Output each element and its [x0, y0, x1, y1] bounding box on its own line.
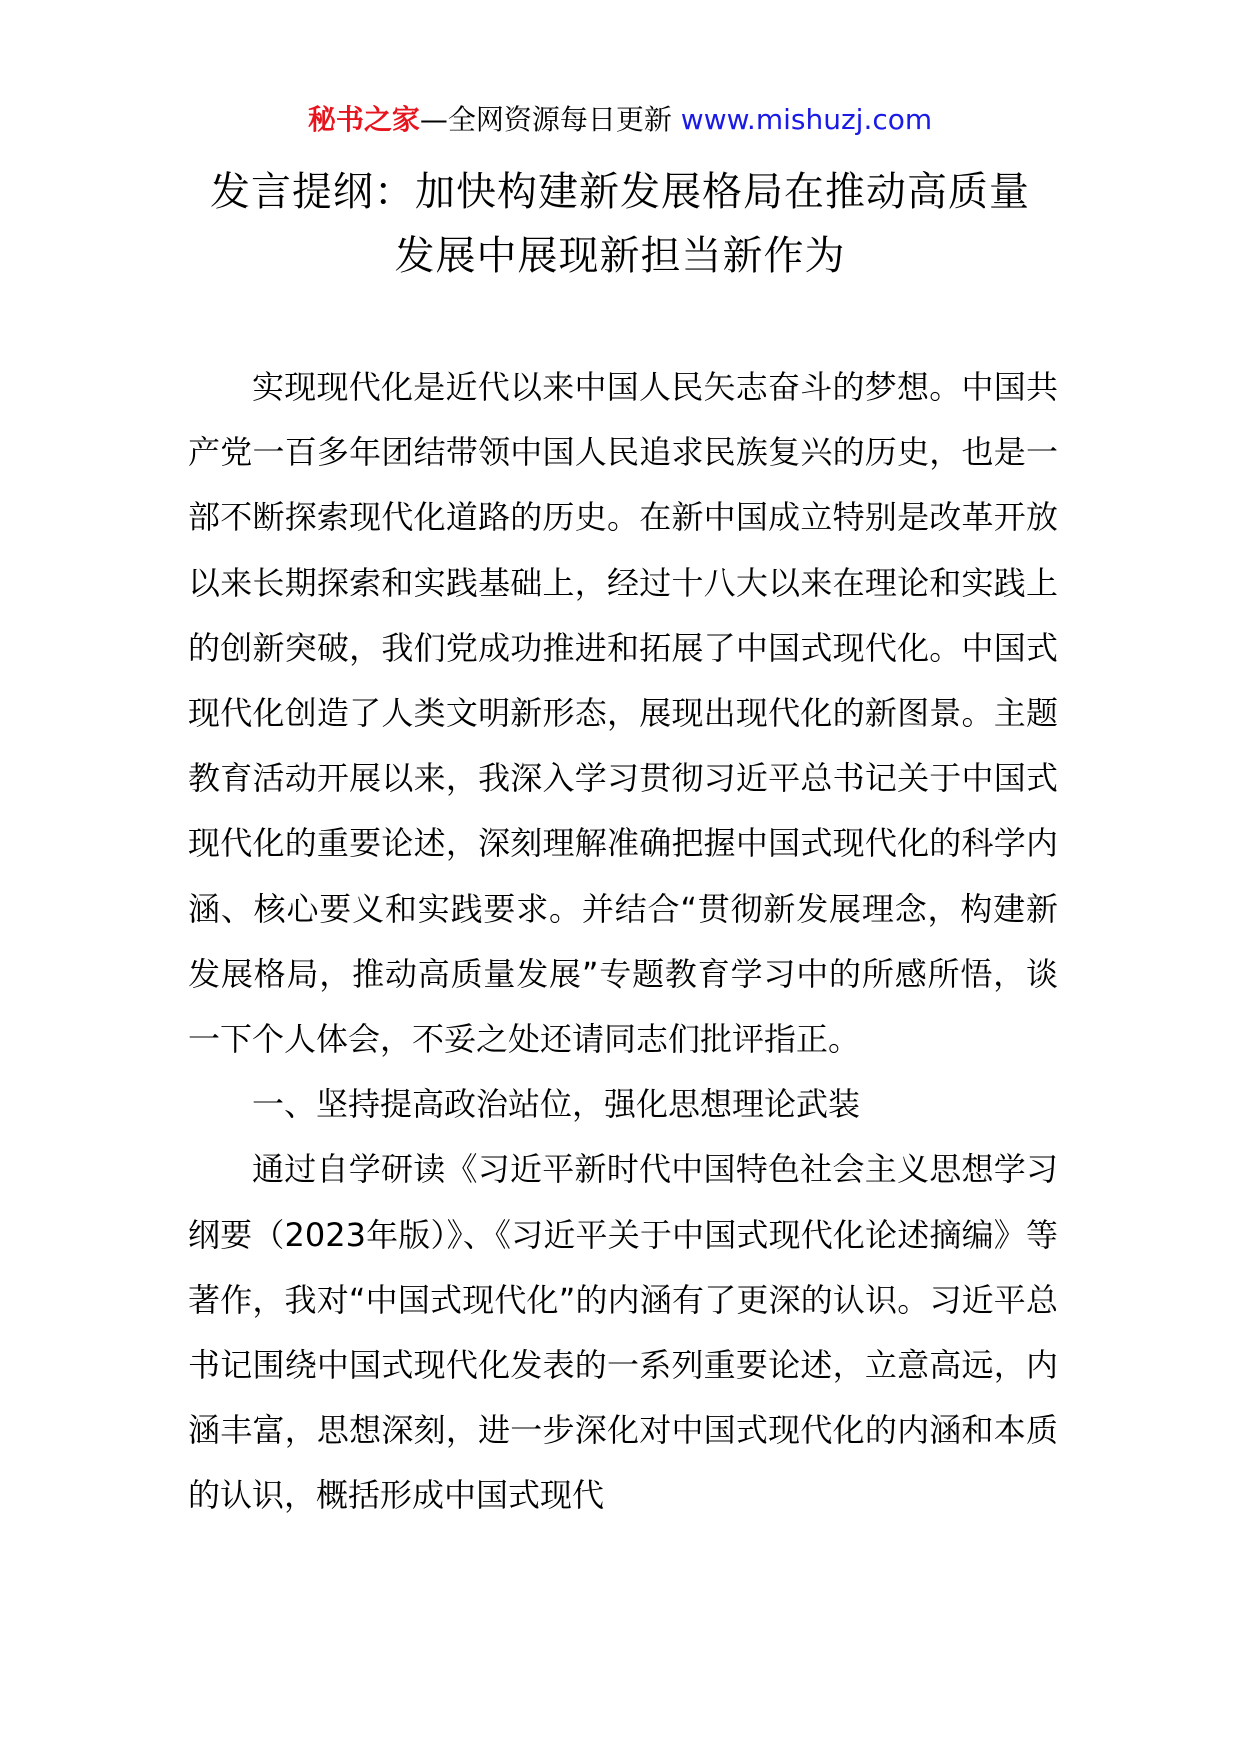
site-header: [0, 100, 1240, 140]
document-title: [150, 160, 1090, 288]
body-paragraph-section-1: 通过自学研读《习近平新时代中国特色社会主义思想学习纲要（2023年版）》、《习近平关于中国式现代化论述摘编》等著作，我对“中国式现代化”的内涵有了更深的认识。习近平总书记围绕中国式现代化发表的一系列重要论述，立意高远，内涵丰富，思想深刻，进一步深化对中国式现代化的内涵和本质的认识，概括形成中国式现代: [188, 1150, 1058, 1515]
site-name: 秘书之家: [307, 103, 420, 136]
body-paragraph-intro: 实现现代化是近代以来中国人民矢志奋斗的梦想。中国共产党一百多年团结带领中国人民追求民族复兴的历史，也是一部不断探索现代化道路的历史。在新中国成立特别是改革开放以来长期探索和实践基础上，经过十八大以来在理论和实践上的创新突破，我们党成功推进和拓展了中国式现代化。中国式现代化创造了人类文明新形态，展现出现代化的新图景。主题教育活动开展以来，我深入学习贯彻习近平总书记关于中国式现代化的重要论述，深刻理解准确把握中国式现代化的科学内涵、核心要义和实践要求。并结合“贯彻新发展理念，构建新发展格局，推动高质量发展”专题教育学习中的所感所悟，谈一下个人体会，不妥之处还请同志们批评指正。: [188, 368, 1058, 1059]
site-slogan: —全网资源每日更新: [419, 103, 672, 136]
document-body: [188, 355, 1058, 1529]
title-line-1: 发言提纲：加快构建新发展格局在推动高质量: [210, 169, 1030, 215]
section-heading-1: 一、坚持提高政治站位，强化思想理论武装: [252, 1085, 861, 1124]
site-url-link[interactable]: www.mishuzj.com: [680, 103, 933, 136]
title-line-2: 发展中展现新担当新作为: [394, 233, 846, 279]
